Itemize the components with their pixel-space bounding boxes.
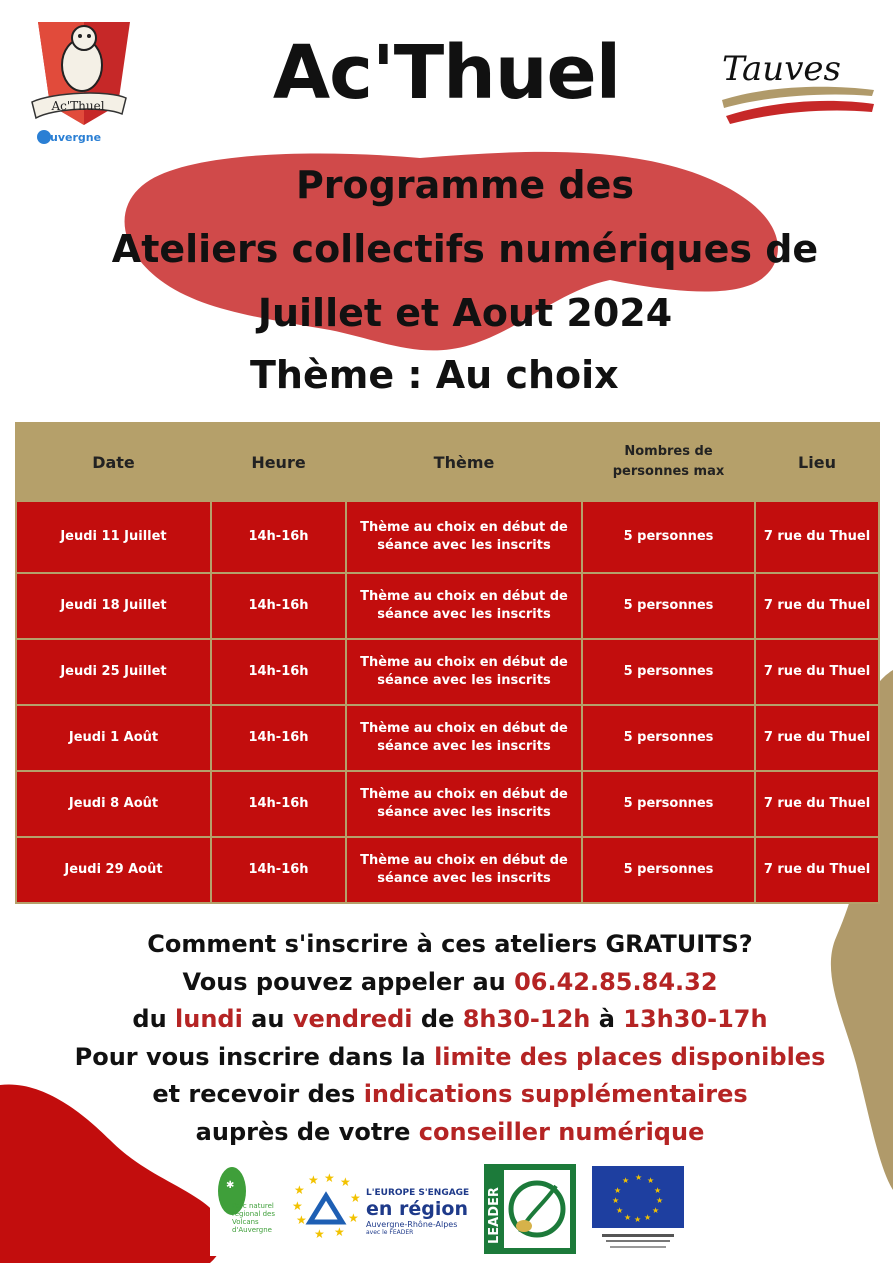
tauves-logo xyxy=(716,38,876,128)
svg-text:★: ★ xyxy=(635,1173,643,1182)
svg-text:★: ★ xyxy=(656,1196,664,1205)
leader-logo xyxy=(484,1164,576,1254)
cell-max-people: 5 personnes xyxy=(582,573,755,639)
info-advisor-line xyxy=(30,1114,870,1152)
svg-text:★: ★ xyxy=(334,1225,345,1239)
cell-max-people: 5 personnes xyxy=(582,639,755,705)
svg-text:★: ★ xyxy=(614,1186,622,1195)
parc-logo-text: Parc naturel régional des Volcans d'Auvergne xyxy=(232,1202,275,1234)
info-hours-prefix: de xyxy=(412,1005,463,1033)
table-row xyxy=(16,501,879,573)
cell-theme: Thème au choix en début de séance avec les inscrits xyxy=(346,837,582,903)
eu-flag-logo xyxy=(592,1166,684,1254)
svg-text:★: ★ xyxy=(652,1206,660,1215)
cell-location: 7 rue du Thuel xyxy=(755,837,879,903)
cell-theme: Thème au choix en début de séance avec les inscrits xyxy=(346,771,582,837)
info-day-start: lundi xyxy=(175,1005,243,1033)
svg-text:★: ★ xyxy=(647,1176,655,1185)
heading-line-1: Programme des xyxy=(295,163,635,207)
europe-region-logo xyxy=(366,1188,472,1244)
cell-location: 7 rue du Thuel xyxy=(755,639,879,705)
svg-text:★: ★ xyxy=(624,1213,632,1222)
info-phone-line xyxy=(30,964,870,1002)
cell-theme: Thème au choix en début de séance avec les inscrits xyxy=(346,573,582,639)
cell-max-people: 5 personnes xyxy=(582,837,755,903)
svg-text:★: ★ xyxy=(296,1213,307,1227)
heading-line-4: Thème : Au choix xyxy=(250,353,619,397)
info-limit-prefix: Pour vous inscrire dans la xyxy=(74,1042,435,1071)
header-time: Heure xyxy=(211,423,346,501)
cell-date: Jeudi 1 Août xyxy=(16,705,211,771)
svg-text:★: ★ xyxy=(654,1186,662,1195)
svg-text:★: ★ xyxy=(634,1215,642,1224)
europe-line-1: L'EUROPE S'ENGAGE xyxy=(366,1188,470,1198)
europe-line-4: avec le FEADER xyxy=(366,1229,414,1236)
info-call-prefix: Vous pouvez appeler au xyxy=(182,967,515,996)
info-limit-red: limite des places disponibles xyxy=(434,1042,826,1071)
cell-max-people: 5 personnes xyxy=(582,771,755,837)
tauves-logo-text: Tauves xyxy=(722,49,841,89)
leader-logo-text: LEADER xyxy=(487,1187,502,1244)
schedule-table xyxy=(15,422,880,904)
logo-banner-text: Ac'Thuel xyxy=(51,99,105,113)
svg-text:★: ★ xyxy=(340,1175,351,1189)
registration-info xyxy=(30,926,870,1151)
info-advisor-red: conseiller numérique xyxy=(418,1117,705,1146)
svg-text:★: ★ xyxy=(294,1183,305,1197)
info-hours-morning: 8h30-12h xyxy=(462,1005,591,1033)
svg-text:★: ★ xyxy=(324,1172,335,1185)
svg-text:★: ★ xyxy=(350,1191,361,1205)
header-theme: Thème xyxy=(346,423,582,501)
table-row xyxy=(16,573,879,639)
svg-text:★: ★ xyxy=(616,1206,624,1215)
logo-region-text: uvergne xyxy=(50,131,102,144)
cell-date: Jeudi 18 Juillet xyxy=(16,573,211,639)
info-limit-line xyxy=(30,1039,870,1077)
parc-volcans-logo xyxy=(210,1166,276,1256)
info-more-red: indications supplémentaires xyxy=(363,1080,748,1108)
cell-location: 7 rue du Thuel xyxy=(755,705,879,771)
cell-location: 7 rue du Thuel xyxy=(755,573,879,639)
page-title: Ac'Thuel xyxy=(272,30,621,116)
table-row xyxy=(16,837,879,903)
info-more-line xyxy=(30,1076,870,1114)
info-day-end: vendredi xyxy=(292,1005,413,1033)
cell-theme: Thème au choix en début de séance avec les inscrits xyxy=(346,639,582,705)
cell-theme: Thème au choix en début de séance avec les inscrits xyxy=(346,501,582,573)
info-hours-line xyxy=(30,1001,870,1039)
info-more-prefix: et recevoir des xyxy=(152,1080,364,1108)
cell-theme: Thème au choix en début de séance avec les inscrits xyxy=(346,705,582,771)
cell-time: 14h-16h xyxy=(211,639,346,705)
info-hours-mid: à xyxy=(590,1005,624,1033)
info-advisor-prefix: auprès de votre xyxy=(195,1117,419,1146)
header-date: Date xyxy=(16,423,211,501)
svg-text:★: ★ xyxy=(314,1227,325,1241)
svg-text:✱: ✱ xyxy=(226,1180,235,1191)
europe-line-3: Auvergne-Rhône-Alpes xyxy=(366,1220,458,1229)
table-row xyxy=(16,705,879,771)
info-days-prefix: du xyxy=(132,1005,176,1033)
table-header-row xyxy=(16,423,879,501)
cell-time: 14h-16h xyxy=(211,837,346,903)
svg-text:★: ★ xyxy=(348,1211,359,1225)
table-row xyxy=(16,639,879,705)
header-max-people: Nombres de personnes max xyxy=(582,423,755,501)
cell-time: 14h-16h xyxy=(211,771,346,837)
info-question: Comment s'inscrire à ces ateliers GRATUITS? xyxy=(147,930,753,958)
cell-date: Jeudi 29 Août xyxy=(16,837,211,903)
cell-max-people: 5 personnes xyxy=(582,705,755,771)
cell-date: Jeudi 11 Juillet xyxy=(16,501,211,573)
auvergne-stars-logo xyxy=(292,1172,362,1244)
table-row xyxy=(16,771,879,837)
cell-time: 14h-16h xyxy=(211,705,346,771)
header-location: Lieu xyxy=(755,423,879,501)
info-hours-afternoon: 13h30-17h xyxy=(623,1005,768,1033)
cell-location: 7 rue du Thuel xyxy=(755,501,879,573)
heading-line-3: Juillet et Aout 2024 xyxy=(257,291,673,335)
svg-text:★: ★ xyxy=(612,1196,620,1205)
svg-text:★: ★ xyxy=(622,1176,630,1185)
svg-text:★: ★ xyxy=(308,1173,319,1187)
svg-text:★: ★ xyxy=(292,1199,303,1213)
info-days-mid: au xyxy=(242,1005,293,1033)
cell-date: Jeudi 8 Août xyxy=(16,771,211,837)
phone-number[interactable]: 06.42.85.84.32 xyxy=(514,967,718,996)
cell-time: 14h-16h xyxy=(211,573,346,639)
europe-line-2: en région xyxy=(366,1198,468,1220)
heading-line-2: Ateliers collectifs numériques de xyxy=(111,227,819,271)
cell-max-people: 5 personnes xyxy=(582,501,755,573)
cell-date: Jeudi 25 Juillet xyxy=(16,639,211,705)
cell-time: 14h-16h xyxy=(211,501,346,573)
cell-location: 7 rue du Thuel xyxy=(755,771,879,837)
svg-text:★: ★ xyxy=(644,1213,652,1222)
